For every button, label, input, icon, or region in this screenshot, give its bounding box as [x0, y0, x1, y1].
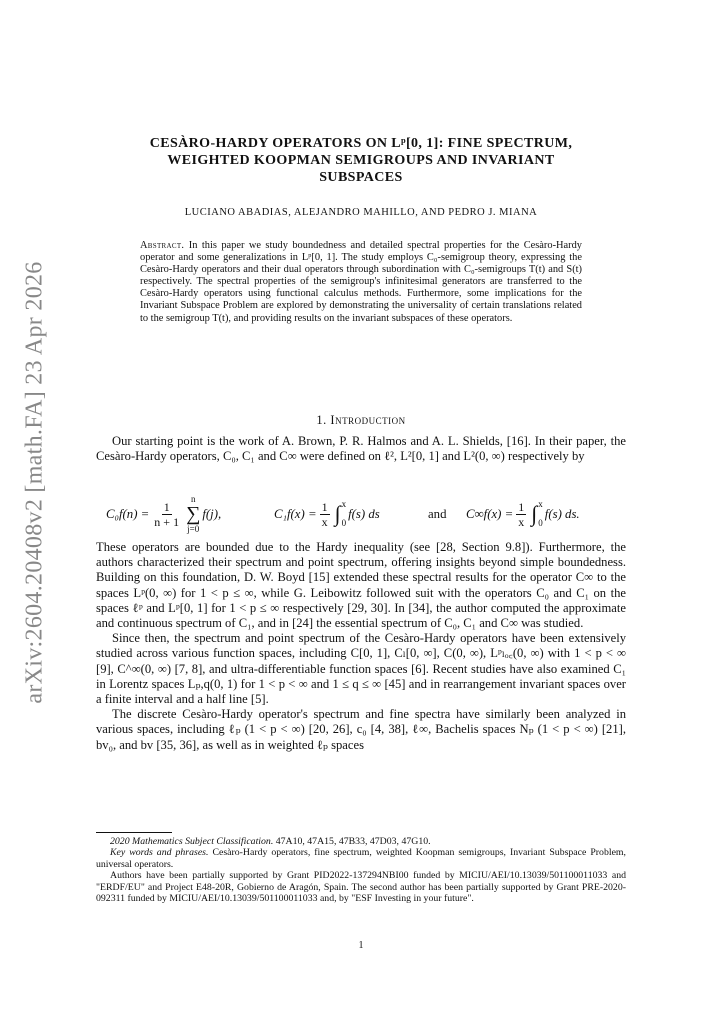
integral-symbol: ∫ [531, 501, 538, 526]
summation [186, 494, 200, 534]
cinf-denominator: x [518, 514, 525, 529]
c0-lhs: C₀f(n) = [106, 506, 150, 521]
section-number: 1. [316, 413, 327, 427]
abstract-text: In this paper we study boundedness and detailed spectral properties for the Cesàro-Hardy operator and some generalizations in Lᵖ[0, 1]. The study employs C₀-semigroup theory, expressing the Cesàro-Hardy operators and their dual operators through subordination with C₀-semigroups T(t) and S(t) respectively. The spectral properties of the semigroup's infinitesimal generators are transferred to the Cesàro-Hardy operators using functional calculus methods. Furthermore, some implications for the Invariant Subspace Problem are explored by demonstrating the universality of certain translations related to the semigroup T(t), and providing results on the invariant subspaces of these operators. [140, 240, 582, 324]
c1-lhs: C₁f(x) = [274, 506, 317, 521]
c0-denominator: n + 1 [154, 514, 180, 529]
footnote-divider [96, 832, 172, 833]
equation-c0 [106, 490, 221, 538]
title-line-3: SUBSPACES [319, 170, 403, 185]
cinf-numerator: 1 [518, 499, 525, 514]
c1-integral [335, 500, 347, 528]
keywords-text: Cesàro-Hardy operators, fine spectrum, weighted Koopman semigroups, Invariant Subspace Problem, universal operators. [96, 847, 626, 870]
msc-label: 2020 Mathematics Subject Classification. [110, 836, 274, 847]
cinf-fraction [516, 500, 526, 529]
msc-codes: 47A10, 47A15, 47B33, 47D03, 47G10. [275, 836, 431, 847]
c1-rhs: f(s) ds [348, 506, 380, 521]
section-heading [96, 413, 626, 428]
cinf-rhs: f(s) ds. [544, 506, 580, 521]
keywords-footnote [96, 847, 626, 870]
arxiv-id-text: arXiv:2604.20408v2 [math.FA] 23 Apr 2026 [21, 260, 48, 704]
sum-upper-limit: n [190, 494, 196, 504]
keywords-label: Key words and phrases. [110, 847, 209, 859]
intro-paragraph-2: These operators are bounded due to the Hardy inequality (see [28, Section 9.8]). Furthermore, the authors characterized their spectrum and point spectrum, offering insights beyond simple boundedness. Building on this foundation, D. W. Boyd [15] extended these spectral results for the operator C∞ to the spaces Lᵖ(0, ∞) for 1 < p ≤ ∞, while G. Leibowitz followed suit with the operators C₀ and C₁ on the spaces ℓᵖ and Lᵖ[0, 1] for 1 < p ≤ ∞ respectively [29, 30]. In [34], the author computed the approximate and continuous spectrum of C₁, and in [24] the essential spectrum of C₀, C₁ and C∞ was studied. [96, 540, 626, 631]
equation-c1 [274, 490, 380, 538]
section-title-text: Introduction [330, 413, 406, 427]
intro-paragraph-4: The discrete Cesàro-Hardy operator's spectrum and fine spectra have similarly been analyzed in various spaces, including ℓₚ (1 < p < ∞) [20, 26], c₀ [4, 38], ℓ∞, Bachelis spaces Nₚ (1 < p < ∞) [21], bv₀, and bv [35, 36], as well as in weighted ℓₚ spaces [96, 707, 626, 752]
sum-lower-limit: j=0 [187, 524, 200, 534]
integral-lower-limit: 0 [341, 518, 347, 528]
c0-numerator: 1 [163, 499, 170, 514]
display-equation [96, 490, 626, 538]
title-line-2: WEIGHTED KOOPMAN SEMIGROUPS AND INVARIANT [167, 153, 555, 168]
footnotes-block [96, 836, 626, 904]
c1-fraction [320, 500, 330, 529]
c1-numerator: 1 [321, 499, 328, 514]
paper-title [96, 135, 626, 186]
integral-lower-limit: 0 [538, 518, 543, 528]
sigma-symbol: ∑ [186, 503, 201, 525]
c1-denominator: x [321, 514, 328, 529]
integral-upper-limit: x [538, 499, 543, 509]
funding-footnote: Authors have been partially supported by Grant PID2022-137294NBI00 funded by MICIU/AEI/10.13039/501100011033 and "ERDF/EU" and Project E48-20R, Gobierno de Aragón, Spain. The second author has been partially supported by Grant PRE-2020-092311 funded by MICIU/AEI/10.13039/501100011033 and, by "ESF Investing in your future". [96, 870, 626, 905]
and-word: and [428, 506, 447, 521]
integral-upper-limit: x [341, 499, 347, 509]
cinf-lhs: C∞f(x) = [466, 506, 514, 521]
msc-footnote [96, 836, 626, 847]
paragraph-text: Our starting point is the work of A. Brown, P. R. Halmos and A. L. Shields, [16]. In their paper, the Cesàro-Hardy operators, C₀, C₁ and C∞ were defined on ℓ², L²[0, 1] and L²(0, ∞) respectively by [96, 434, 626, 464]
cinf-integral [531, 500, 543, 528]
equation-cinf [466, 490, 580, 538]
intro-paragraph-3: Since then, the spectrum and point spectrum of the Cesàro-Hardy operators have been extensively studied across various function spaces, including C[0, 1], Cₗ[0, ∞], C(0, ∞), Lᵖₗₒ꜀(0, ∞) with 1 < p < ∞ [9], C^∞(0, ∞) [7, 8], and ultra-differentiable function spaces [6]. Recent studies have also examined C₁ in Lorentz spaces Lₚ,q(0, 1) for 1 < p < ∞ and 1 ≤ q ≤ ∞ [45] and in rearrangement invariant spaces over a finite interval and a half line [5]. [96, 631, 626, 707]
c0-rhs: f(j), [202, 506, 222, 521]
c0-fraction [152, 500, 181, 529]
integral-symbol: ∫ [334, 501, 341, 526]
equation-and [428, 490, 446, 538]
abstract-label: Abstract. [140, 240, 185, 251]
author-list: LUCIANO ABADIAS, ALEJANDRO MAHILLO, AND PEDRO J. MIANA [184, 207, 538, 218]
page-number: 1 [358, 940, 364, 951]
title-line-1: CESÀRO-HARDY OPERATORS ON Lᵖ[0, 1]: FINE SPECTRUM, [149, 136, 573, 151]
intro-paragraph-1 [96, 434, 626, 464]
intro-body [96, 540, 626, 753]
arxiv-identifier-stamp [12, 260, 58, 704]
abstract-block [140, 240, 582, 325]
